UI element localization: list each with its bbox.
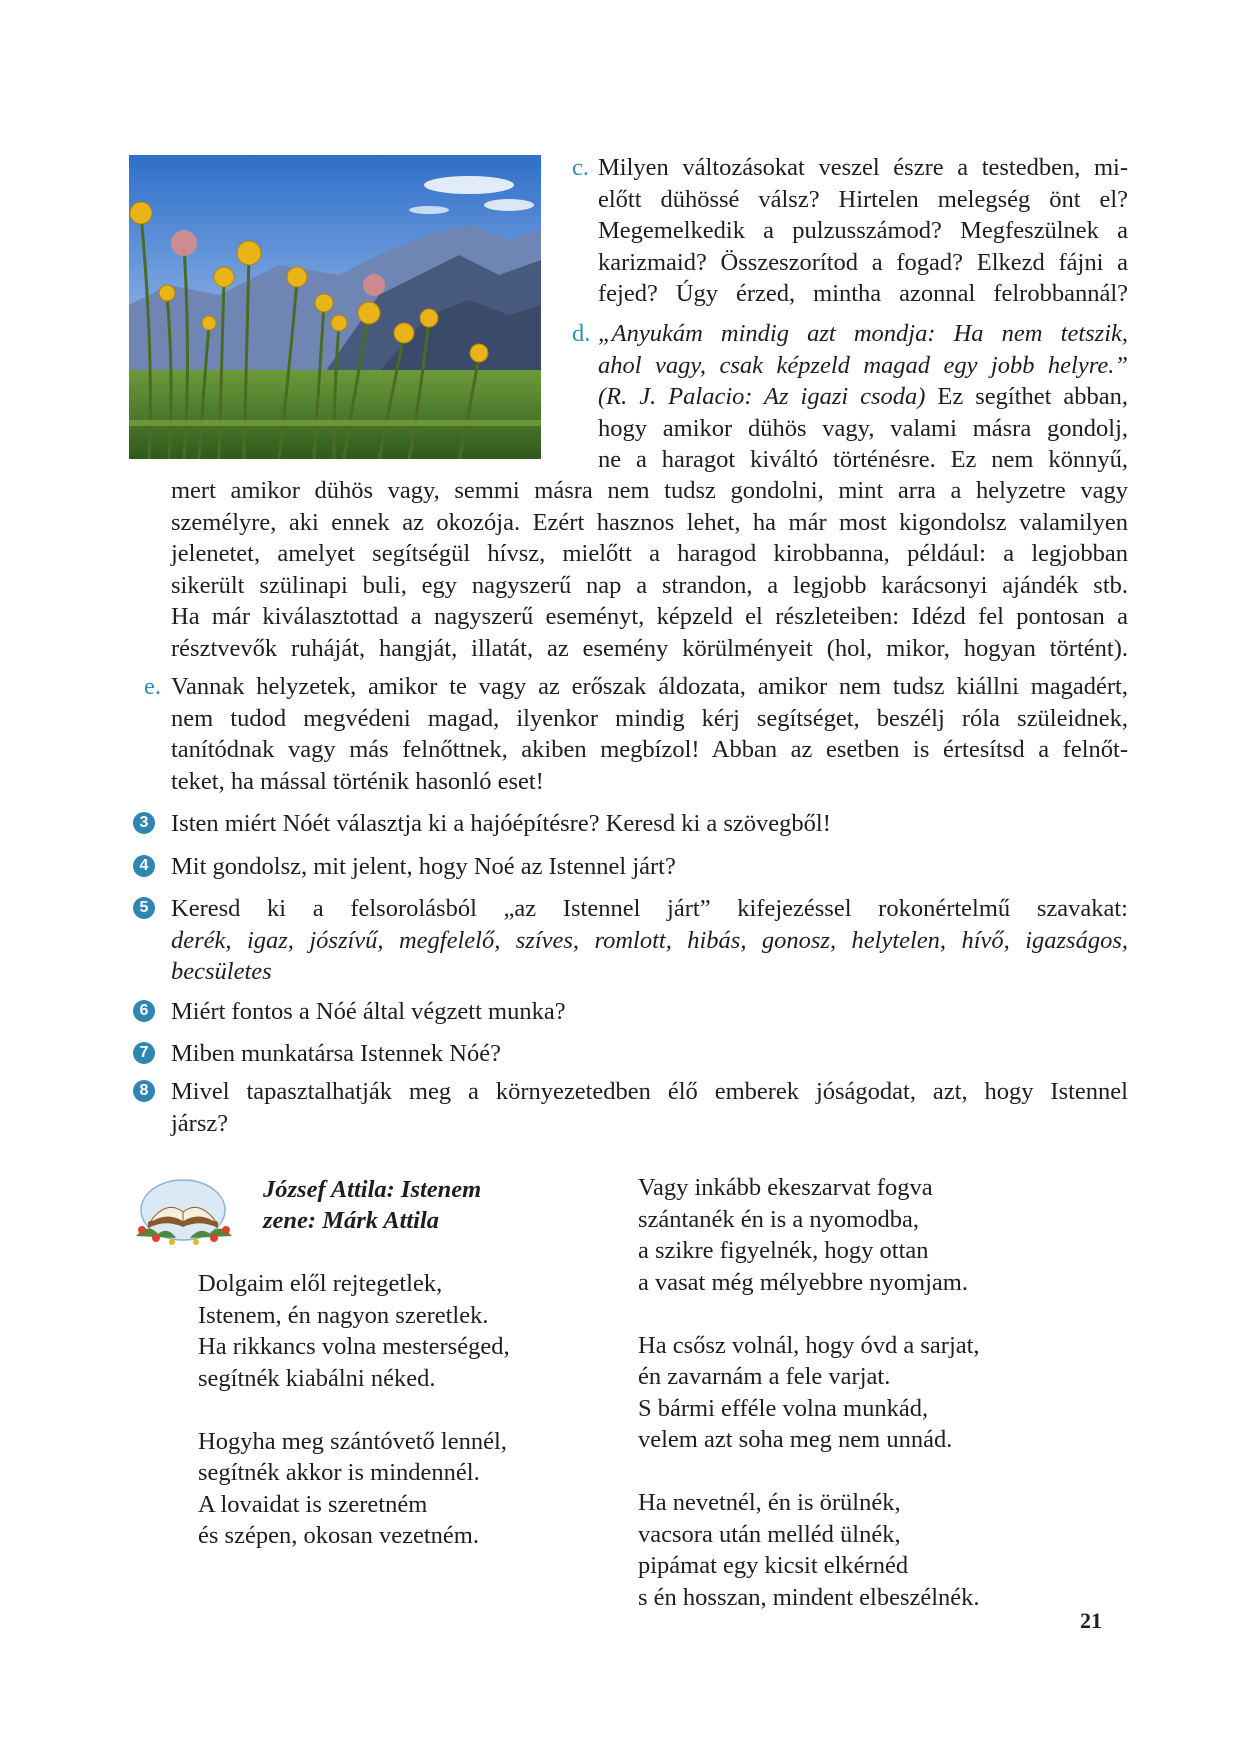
question-5 bbox=[171, 893, 1128, 988]
question-7-text: Miben munkatársa Istennek Nóé? bbox=[171, 1040, 501, 1067]
poem-line: s én hosszan, mindent elbeszélnék. bbox=[638, 1583, 980, 1611]
poem-line: Dolgaim elől rejtegetlek, bbox=[198, 1270, 443, 1297]
poem-line: Ha nevetnél, én is örülnék, bbox=[638, 1489, 901, 1516]
item-d-line: mert amikor dühös vagy, semmi másra nem tudsz gondolni, mint arra a helyzetre vagy bbox=[171, 477, 1128, 504]
item-d-line: Ha már kiválasztottad a nagyszerű eseményt, képzeld el részleteiben: Idézd fel pontosan a bbox=[171, 603, 1128, 630]
question-4-badge: 4 bbox=[133, 855, 155, 877]
item-d-text-wide bbox=[171, 475, 1128, 664]
poem-subtitle: zene: Márk Attila bbox=[263, 1207, 440, 1234]
question-5-word-list: becsületes bbox=[171, 958, 272, 985]
citation-continuation: Ez segíthet abban, bbox=[925, 383, 1129, 410]
poem-line: Istenem, én nagyon szeretlek. bbox=[198, 1301, 489, 1329]
poem-line: Vagy inkább ekeszarvat fogva bbox=[638, 1174, 933, 1201]
question-5-word-list: derék, igaz, jószívű, megfelelő, szíves, romlott, hibás, gonosz, helytelen, hívő, igazságos, bbox=[171, 926, 1128, 954]
item-d-line: ne a haragot kiváltó történésre. Ez nem könnyű, bbox=[598, 446, 1128, 473]
question-3-text: Isten miért Nóét választja ki a hajóépítésre? Keresd ki a szövegből! bbox=[171, 810, 831, 837]
citation: (R. J. Palacio: Az igazi csoda) bbox=[598, 383, 926, 410]
item-e-label: e. bbox=[144, 673, 161, 700]
item-d-quote-line: ahol vagy, csak képzeld magad egy jobb helyre.” bbox=[598, 351, 1128, 379]
poem-line: Ha csősz volnál, hogy óvd a sarjat, bbox=[638, 1331, 980, 1359]
poem-stanza bbox=[198, 1268, 510, 1394]
item-e-line: teket, ha mással történik hasonló eset! bbox=[171, 767, 544, 795]
flowers-illustration bbox=[129, 155, 541, 459]
mountain-flowers-photo bbox=[129, 155, 541, 459]
poem-line: és szépen, okosan vezetném. bbox=[198, 1522, 479, 1549]
poem-stanza bbox=[638, 1172, 980, 1298]
item-c-line: Milyen változásokat veszel észre a testedben, mi- bbox=[598, 154, 1128, 181]
poem-line: pipámat egy kicsit elkérnéd bbox=[638, 1552, 909, 1579]
question-5-line: Keresd ki a felsorolásból „az Istennel járt” kifejezéssel rokonértelmű szavakat: bbox=[171, 895, 1128, 922]
item-e-line: nem tudod megvédeni magad, ilyenkor mindig kérj segítséget, beszélj róla szüleidnek, bbox=[171, 704, 1128, 732]
item-d-text bbox=[598, 318, 1128, 476]
question-6-text: Miért fontos a Nóé által végzett munka? bbox=[171, 998, 566, 1025]
question-5-badge: 5 bbox=[133, 897, 155, 919]
poem-stanza bbox=[638, 1487, 980, 1613]
question-3 bbox=[171, 808, 1128, 840]
poem-stanza bbox=[638, 1330, 980, 1456]
item-c-line: előtt dühössé válsz? Hirtelen melegség önt el? bbox=[598, 185, 1128, 213]
poem-title: József Attila: Istenem bbox=[263, 1176, 482, 1203]
poem-line: Ha rikkancs volna mesterséged, bbox=[198, 1333, 510, 1360]
item-d-line: sikerült szülinapi buli, egy nagyszerű nap a strandon, a legjobb karácsonyi ajándék stb. bbox=[171, 571, 1128, 599]
item-e-line: tanítódnak vagy más felnőttnek, akiben megbízol! Abban az esetben is értesítsd a felnőt- bbox=[171, 736, 1128, 763]
item-e-line: Vannak helyzetek, amikor te vagy az erőszak áldozata, amikor nem tudsz kiállni magadért, bbox=[171, 673, 1128, 700]
question-6 bbox=[171, 996, 1128, 1028]
item-d-citation-line bbox=[598, 381, 1128, 413]
poem-line: segítnék kiabálni néked. bbox=[198, 1364, 436, 1392]
question-8-line: jársz? bbox=[171, 1109, 229, 1137]
poem-line: S bármi efféle volna munkád, bbox=[638, 1394, 929, 1422]
item-d-line: személyre, aki ennek az okozója. Ezért hasznos lehet, ha már most kigondolsz valamilyen bbox=[171, 508, 1128, 536]
question-7-badge: 7 bbox=[133, 1042, 155, 1064]
poem-line: A lovaidat is szeretném bbox=[198, 1490, 428, 1518]
item-c-line: Megemelkedik a pulzusszámod? Megfeszülnek a bbox=[598, 217, 1128, 244]
question-4 bbox=[171, 851, 1128, 883]
poem-line: Hogyha meg szántóvető lennél, bbox=[198, 1427, 507, 1455]
item-d-line: résztvevők ruháját, hangját, illatát, az esemény körülményeit (hol, mikor, hogyan történt). bbox=[171, 634, 1128, 662]
poem-line: szántanék én is a nyomodba, bbox=[638, 1205, 919, 1233]
item-c-label: c. bbox=[572, 154, 589, 181]
item-d-label: d. bbox=[572, 320, 591, 347]
item-c-text bbox=[598, 152, 1128, 310]
question-8 bbox=[171, 1076, 1128, 1139]
question-7 bbox=[171, 1038, 1128, 1070]
question-8-line: Mivel tapasztalhatják meg a környezetedben élő emberek jóságodat, azt, hogy Istennel bbox=[171, 1078, 1128, 1105]
question-4-text: Mit gondolsz, mit jelent, hogy Noé az Istennel járt? bbox=[171, 853, 676, 880]
item-c-line: fejed? Úgy érzed, mintha azonnal felrobbannál? bbox=[598, 280, 1128, 307]
question-6-badge: 6 bbox=[133, 1000, 155, 1022]
poem-line: segítnék akkor is mindennél. bbox=[198, 1459, 480, 1486]
open-book-icon bbox=[128, 1172, 238, 1252]
question-8-badge: 8 bbox=[133, 1080, 155, 1102]
item-c-line: karizmaid? Összeszorítod a fogad? Elkezd fájni a bbox=[598, 248, 1128, 276]
poem-line: velem azt soha meg nem unnád. bbox=[638, 1426, 953, 1453]
poem-line: a vasat még mélyebbre nyomjam. bbox=[638, 1268, 968, 1296]
item-e-text bbox=[171, 671, 1128, 797]
question-3-badge: 3 bbox=[133, 812, 155, 834]
item-d-line: jelenetet, amelyet segítségül hívsz, mielőtt a haragod kirobbanna, például: a legjobban bbox=[171, 540, 1128, 567]
poem-stanza bbox=[198, 1426, 510, 1552]
poem-right-column bbox=[638, 1172, 980, 1645]
poem-line: vacsora után melléd ülnék, bbox=[638, 1520, 901, 1548]
item-d-quote-line: „Anyukám mindig azt mondja: Ha nem tetszik, bbox=[598, 320, 1128, 347]
poem-line: a szikre figyelnék, hogy ottan bbox=[638, 1237, 929, 1264]
item-d-line: hogy amikor dühös vagy, valami másra gondolj, bbox=[598, 414, 1128, 442]
poem-left-column bbox=[198, 1268, 510, 1583]
page-number: 21 bbox=[1080, 1608, 1102, 1633]
poem-line: én zavarnám a fele varjat. bbox=[638, 1363, 891, 1390]
